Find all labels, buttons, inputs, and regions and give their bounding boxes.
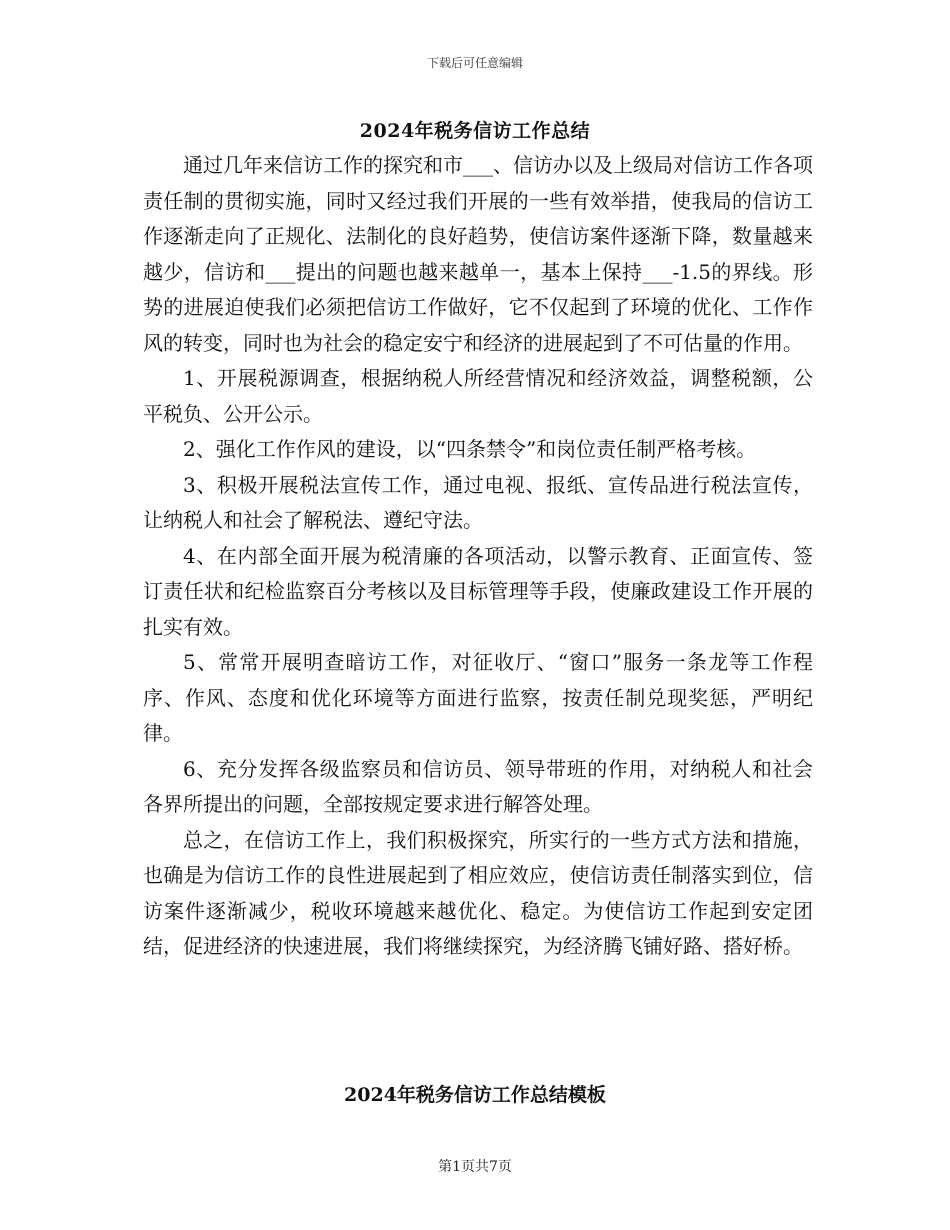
paragraph-item-2: 2、强化工作作风的建设，以“四条禁令”和岗位责任制严格考核。	[183, 437, 757, 461]
document-body	[143, 148, 813, 965]
paragraph-item-5: 5、常常开展明查暗访工作，对征收厅、“窗口”服务一条龙等工作程序、作风、态度和优化环境等方面进行监察，按责任制兑现奖惩，严明纪律。	[143, 650, 813, 745]
paragraph-item-6: 6、充分发挥各级监察员和信访员、领导带班的作用，对纳税人和社会各界所提出的问题，全部按规定要求进行解答处理。	[143, 756, 813, 816]
header-note: 下载后可任意编辑	[426, 56, 523, 70]
paragraph-item-3: 3、积极开展税法宣传工作，通过电视、报纸、宣传品进行税法宣传，让纳税人和社会了解税法、遵纪守法。	[143, 472, 813, 532]
document-title: 2024年税务信访工作总结	[359, 120, 591, 142]
next-section-title: 2024年税务信访工作总结模板	[344, 1084, 606, 1106]
paragraph-conclusion: 总之，在信访工作上，我们积极探究，所实行的一些方式方法和措施，也确是为信访工作的良性进展起到了相应效应，使信访责任制落实到位，信访案件逐渐减少，税收环境越来越优化、稳定。为使信访工作起到安定团结，促进经济的快速进展，我们将继续探究，为经济腾飞铺好路、搭好桥。	[143, 827, 813, 958]
paragraph-item-4: 4、在内部全面开展为税清廉的各项活动，以警示教育、正面宣传、签订责任状和纪检监察百分考核以及目标管理等手段，使廉政建设工作开展的扎实有效。	[143, 543, 813, 639]
paragraph-intro: 通过几年来信访工作的探究和市___、信访办以及上级局对信访工作各项责任制的贯彻实施，同时又经过我们开展的一些有效举措，使我局的信访工作逐渐走向了正规化、法制化的良好趋势，使信访案件逐渐下降，数量越来越少，信访和___提出的问题也越来越单一，基本上保持___-1.5的界线。形势的进展迫使我们必须把信访工作做好，它不仅起到了环境的优化、工作作风的转变，同时也为社会的稳定安宁和经济的进展起到了不可估量的作用。	[143, 153, 813, 355]
page-number: 第1页共7页	[438, 1159, 512, 1175]
paragraph-item-1: 1、开展税源调查，根据纳税人所经营情况和经济效益，调整税额，公平税负、公开公示。	[143, 366, 813, 426]
